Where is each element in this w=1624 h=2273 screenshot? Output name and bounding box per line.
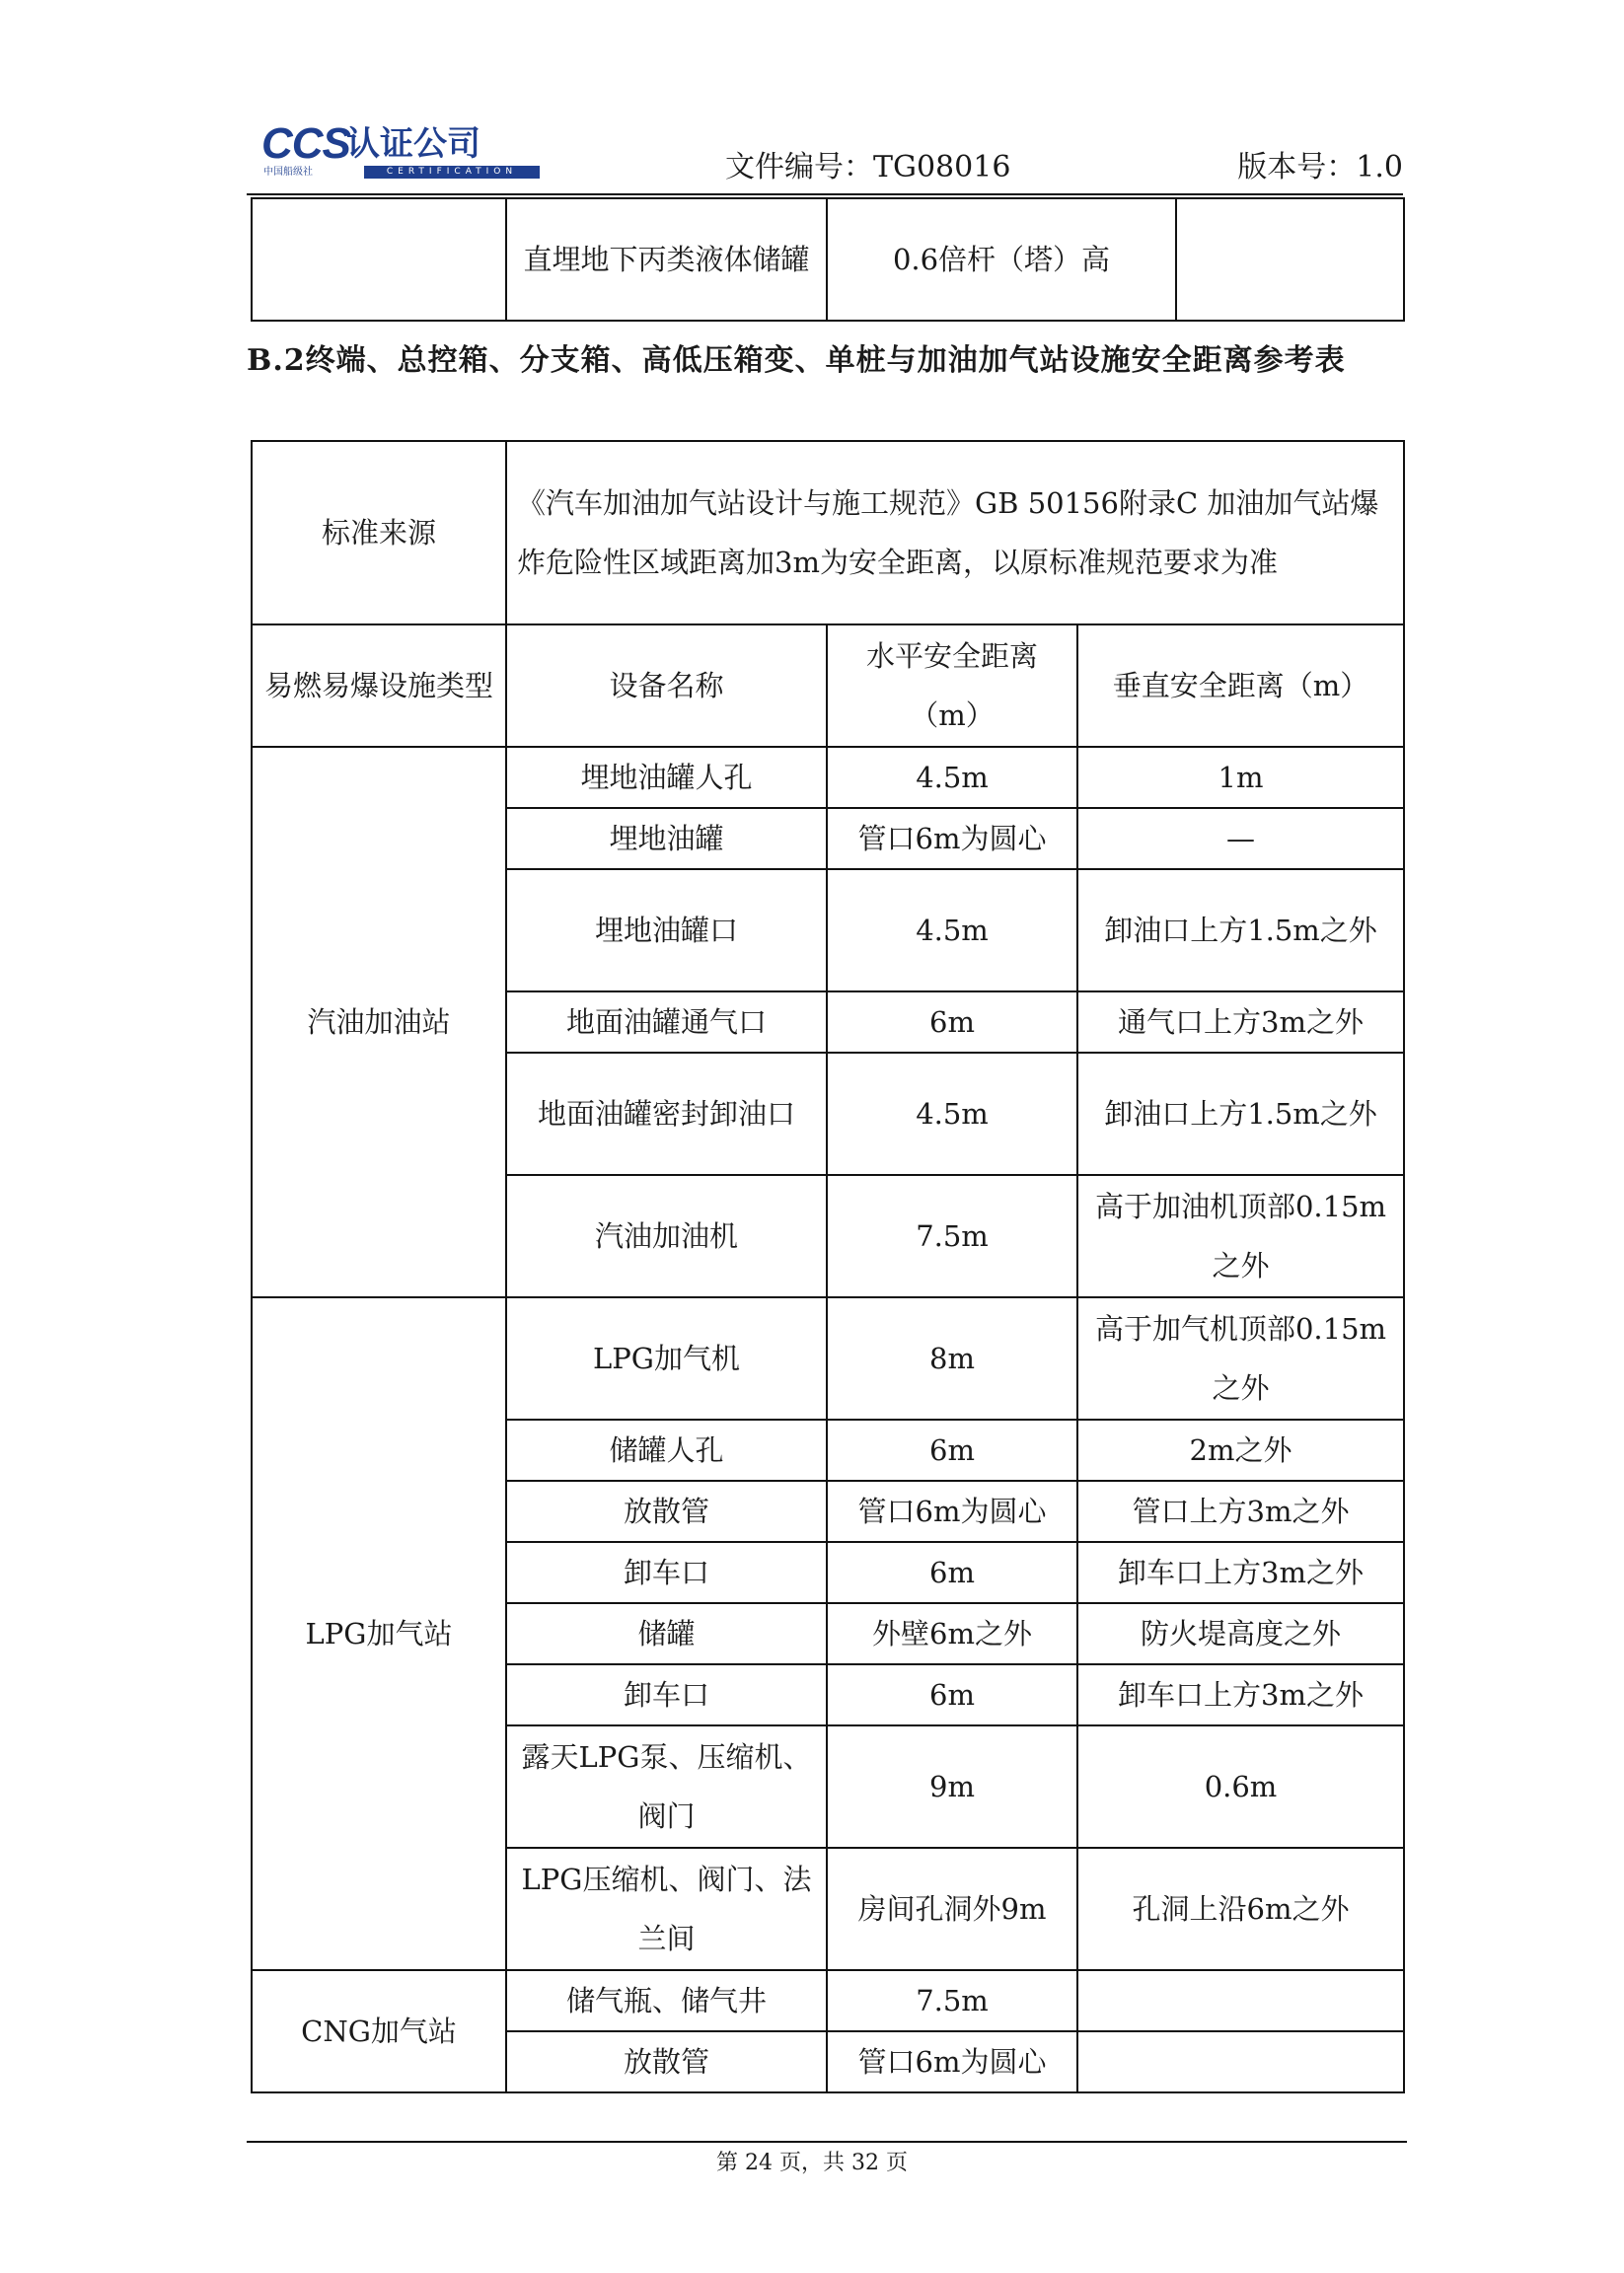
page-number: 第 24 页，共 32 页 bbox=[716, 2151, 908, 2175]
page-header bbox=[247, 116, 1403, 195]
section-title: B.2终端、总控箱、分支箱、高低压箱变、单桩与加油加气站设施安全距离参考表 bbox=[247, 343, 1346, 378]
table-cell: — bbox=[1077, 808, 1404, 869]
facility-type: CNG加气站 bbox=[252, 1970, 506, 2092]
column-header: 设备名称 bbox=[506, 624, 827, 747]
table-cell: 卸车口 bbox=[506, 1664, 827, 1725]
facility-type: 汽油加油站 bbox=[252, 747, 506, 1297]
table-cell: 7.5m bbox=[827, 1175, 1077, 1297]
table-cell: 埋地油罐人孔 bbox=[506, 747, 827, 808]
header-row bbox=[252, 624, 1404, 747]
table-cell: 8m bbox=[827, 1297, 1077, 1420]
table-cell: 卸车口 bbox=[506, 1542, 827, 1603]
table-cell: 外壁6m之外 bbox=[827, 1603, 1077, 1664]
table-cell: 6m bbox=[827, 1542, 1077, 1603]
source-text: 《汽车加油加气站设计与施工规范》GB 50156附录C 加油加气站爆炸危险性区域距离加3m为安全距离，以原标准规范要求为准 bbox=[506, 441, 1404, 624]
footer-divider bbox=[247, 2141, 1407, 2143]
table-cell bbox=[252, 198, 506, 321]
table-cell: 储气瓶、储气井 bbox=[506, 1970, 827, 2031]
table-cell: 放散管 bbox=[506, 2031, 827, 2092]
table-cell: 卸油口上方1.5m之外 bbox=[1077, 869, 1404, 991]
table-cell bbox=[1077, 2031, 1404, 2092]
table-cell: 管口上方3m之外 bbox=[1077, 1481, 1404, 1542]
column-header: 易燃易爆设施类型 bbox=[252, 624, 506, 747]
table-cell bbox=[1077, 1970, 1404, 2031]
table-cell: 7.5m bbox=[827, 1970, 1077, 2031]
table-cell: 9m bbox=[827, 1725, 1077, 1848]
table-cell: 4.5m bbox=[827, 747, 1077, 808]
table-cell: 高于加气机顶部0.15m之外 bbox=[1077, 1297, 1404, 1420]
table-cell: 高于加油机顶部0.15m之外 bbox=[1077, 1175, 1404, 1297]
table-cell: 埋地油罐口 bbox=[506, 869, 827, 991]
logo-ccs-text: CCS bbox=[261, 119, 350, 168]
doc-number: 文件编号：TG08016 bbox=[725, 150, 1011, 184]
ccs-logo bbox=[261, 121, 548, 181]
facility-type: LPG加气站 bbox=[252, 1297, 506, 1970]
column-header: 垂直安全距离（m） bbox=[1077, 624, 1404, 747]
table-cell: 卸油口上方1.5m之外 bbox=[1077, 1053, 1404, 1175]
table-cell: 通气口上方3m之外 bbox=[1077, 991, 1404, 1053]
table-cell: 孔洞上沿6m之外 bbox=[1077, 1848, 1404, 1970]
source-row bbox=[252, 441, 1404, 624]
table-cell: 6m bbox=[827, 991, 1077, 1053]
source-label: 标准来源 bbox=[252, 441, 506, 624]
table-cell: 管口6m为圆心 bbox=[827, 2031, 1077, 2092]
table-row bbox=[252, 198, 1404, 321]
logo-cn-text: 认证公司 bbox=[346, 124, 480, 164]
logo-sub-cn: 中国船级社 bbox=[263, 167, 313, 178]
table-cell: 放散管 bbox=[506, 1481, 827, 1542]
table-cell: 露天LPG泵、压缩机、阀门 bbox=[506, 1725, 827, 1848]
table-cell: 1m bbox=[1077, 747, 1404, 808]
table-cell: 4.5m bbox=[827, 869, 1077, 991]
table-row bbox=[252, 1297, 1404, 1420]
table-cell: 6m bbox=[827, 1420, 1077, 1481]
continued-table bbox=[251, 197, 1405, 322]
table-cell: 地面油罐密封卸油口 bbox=[506, 1053, 827, 1175]
table-cell: 6m bbox=[827, 1664, 1077, 1725]
table-cell: LPG加气机 bbox=[506, 1297, 827, 1420]
table-cell: 防火堤高度之外 bbox=[1077, 1603, 1404, 1664]
table-cell: 0.6倍杆（塔）高 bbox=[827, 198, 1176, 321]
table-cell: LPG压缩机、阀门、法兰间 bbox=[506, 1848, 827, 1970]
table-cell bbox=[1176, 198, 1404, 321]
column-header: 水平安全距离（m） bbox=[827, 624, 1077, 747]
table-cell: 储罐人孔 bbox=[506, 1420, 827, 1481]
version-number: 版本号：1.0 bbox=[1237, 150, 1403, 184]
table-cell: 埋地油罐 bbox=[506, 808, 827, 869]
logo-sub-en: CERTIFICATION bbox=[364, 166, 540, 179]
table-cell: 管口6m为圆心 bbox=[827, 1481, 1077, 1542]
table-cell: 卸车口上方3m之外 bbox=[1077, 1542, 1404, 1603]
table-cell: 4.5m bbox=[827, 1053, 1077, 1175]
table-cell: 汽油加油机 bbox=[506, 1175, 827, 1297]
table-row bbox=[252, 1970, 1404, 2031]
safety-distance-table bbox=[251, 440, 1405, 2093]
table-cell: 储罐 bbox=[506, 1603, 827, 1664]
table-row bbox=[252, 747, 1404, 808]
table-cell: 2m之外 bbox=[1077, 1420, 1404, 1481]
table-cell: 0.6m bbox=[1077, 1725, 1404, 1848]
table-cell: 卸车口上方3m之外 bbox=[1077, 1664, 1404, 1725]
table-cell: 房间孔洞外9m bbox=[827, 1848, 1077, 1970]
table-cell: 管口6m为圆心 bbox=[827, 808, 1077, 869]
table-cell: 地面油罐通气口 bbox=[506, 991, 827, 1053]
table-cell: 直埋地下丙类液体储罐 bbox=[506, 198, 827, 321]
